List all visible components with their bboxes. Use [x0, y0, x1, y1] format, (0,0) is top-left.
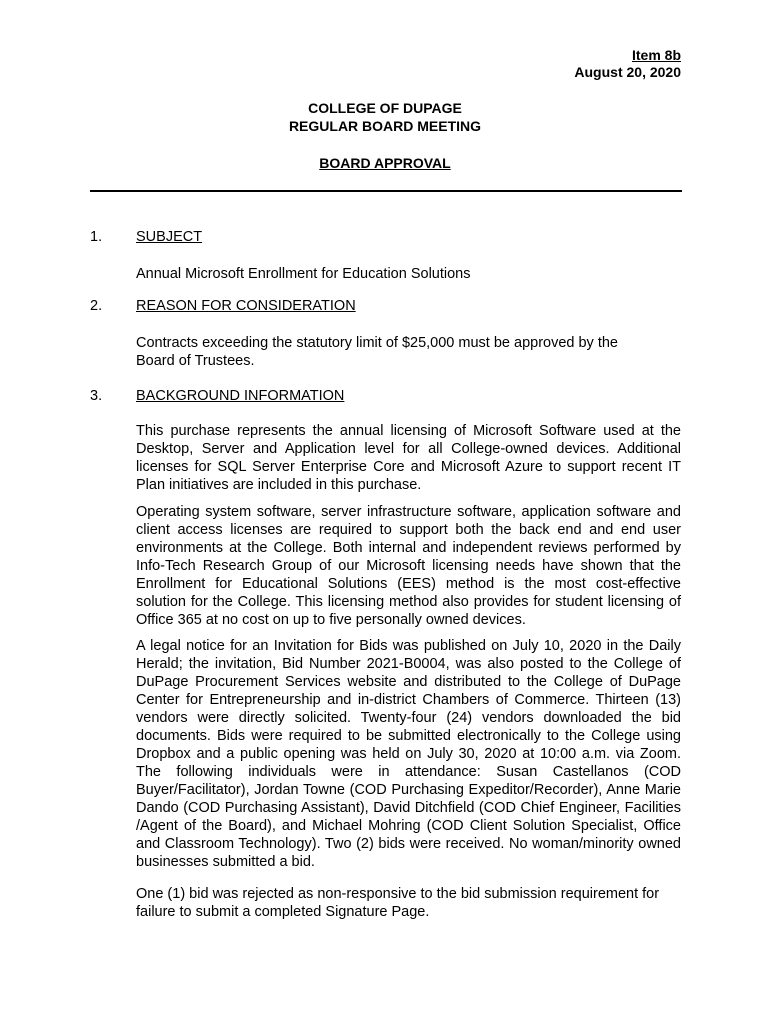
section-2-text: Contracts exceeding the statutory limit of $25,000 must be approved by the Board of Trustees. — [136, 335, 618, 369]
meeting-type: REGULAR BOARD MEETING — [288, 118, 482, 134]
item-number: Item 8b — [631, 47, 681, 63]
section-3-number: 3. — [90, 388, 103, 404]
section-2-heading: REASON FOR CONSIDERATION — [136, 298, 356, 314]
section-1-number: 1. — [90, 229, 103, 245]
background-paragraph-2: Operating system software, server infrastructure software, application software and client access licenses are required to support both the back end and end user environments at the College. Both internal and independent reviews performed by Info-Tech Research Group of our Microsoft licensing needs have shown that the Enrollment for Educational Solutions (EES) method is the most cost-effective solution for the College. This licensing method also provides for student licensing of Office 365 at no cost on up to five personally owned devices. — [136, 504, 681, 628]
section-1-heading: SUBJECT — [136, 229, 203, 245]
header-divider — [90, 190, 682, 192]
document-title — [0, 99, 770, 135]
meeting-date: August 20, 2020 — [574, 64, 681, 80]
background-paragraph-4: One (1) bid was rejected as non-responsive to the bid submission requirement for failure to submit a completed Signature Page. — [136, 886, 660, 920]
item-header — [574, 47, 681, 81]
section-3-heading: BACKGROUND INFORMATION — [136, 388, 345, 404]
board-approval-heading: BOARD APPROVAL — [319, 155, 451, 171]
section-1-text: Annual Microsoft Enrollment for Education Solutions — [136, 266, 471, 282]
background-paragraph-3: A legal notice for an Invitation for Bids was published on July 10, 2020 in the Daily Herald; the invitation, Bid Number 2021-B0004, was also posted to the College of DuPage Procurement Services website and distributed to the College of DuPage Center for Entrepreneurship and in-district Chambers of Commerce. Thirteen (13) vendors were directly solicited. Twenty-four (24) vendors downloaded the bid documents. Bids were required to be submitted electronically to the College using Dropbox and a public opening was held on July 30, 2020 at 10:00 a.m. via Zoom. The following individuals were in attendance: Susan Castellanos (COD Buyer/Facilitator), Jordan Towne (COD Purchasing Expeditor/Recorder), Anne Marie Dando (COD Purchasing Assistant), David Ditchfield (COD Chief Engineer, Facilities /Agent of the Board), and Michael Mohring (COD Client Solution Specialist, Office and Classroom Technology). Two (2) bids were received. No woman/minority owned businesses submitted a bid. — [136, 638, 681, 870]
college-name: COLLEGE OF DUPAGE — [308, 100, 462, 116]
section-2-number: 2. — [90, 298, 103, 314]
background-paragraph-1: This purchase represents the annual licensing of Microsoft Software used at the Desktop, Server and Application level for all College-owned devices. Additional licenses for SQL Server Enterprise Core and Microsoft Azure to support recent IT Plan initiatives are included in this purchase. — [136, 423, 681, 493]
